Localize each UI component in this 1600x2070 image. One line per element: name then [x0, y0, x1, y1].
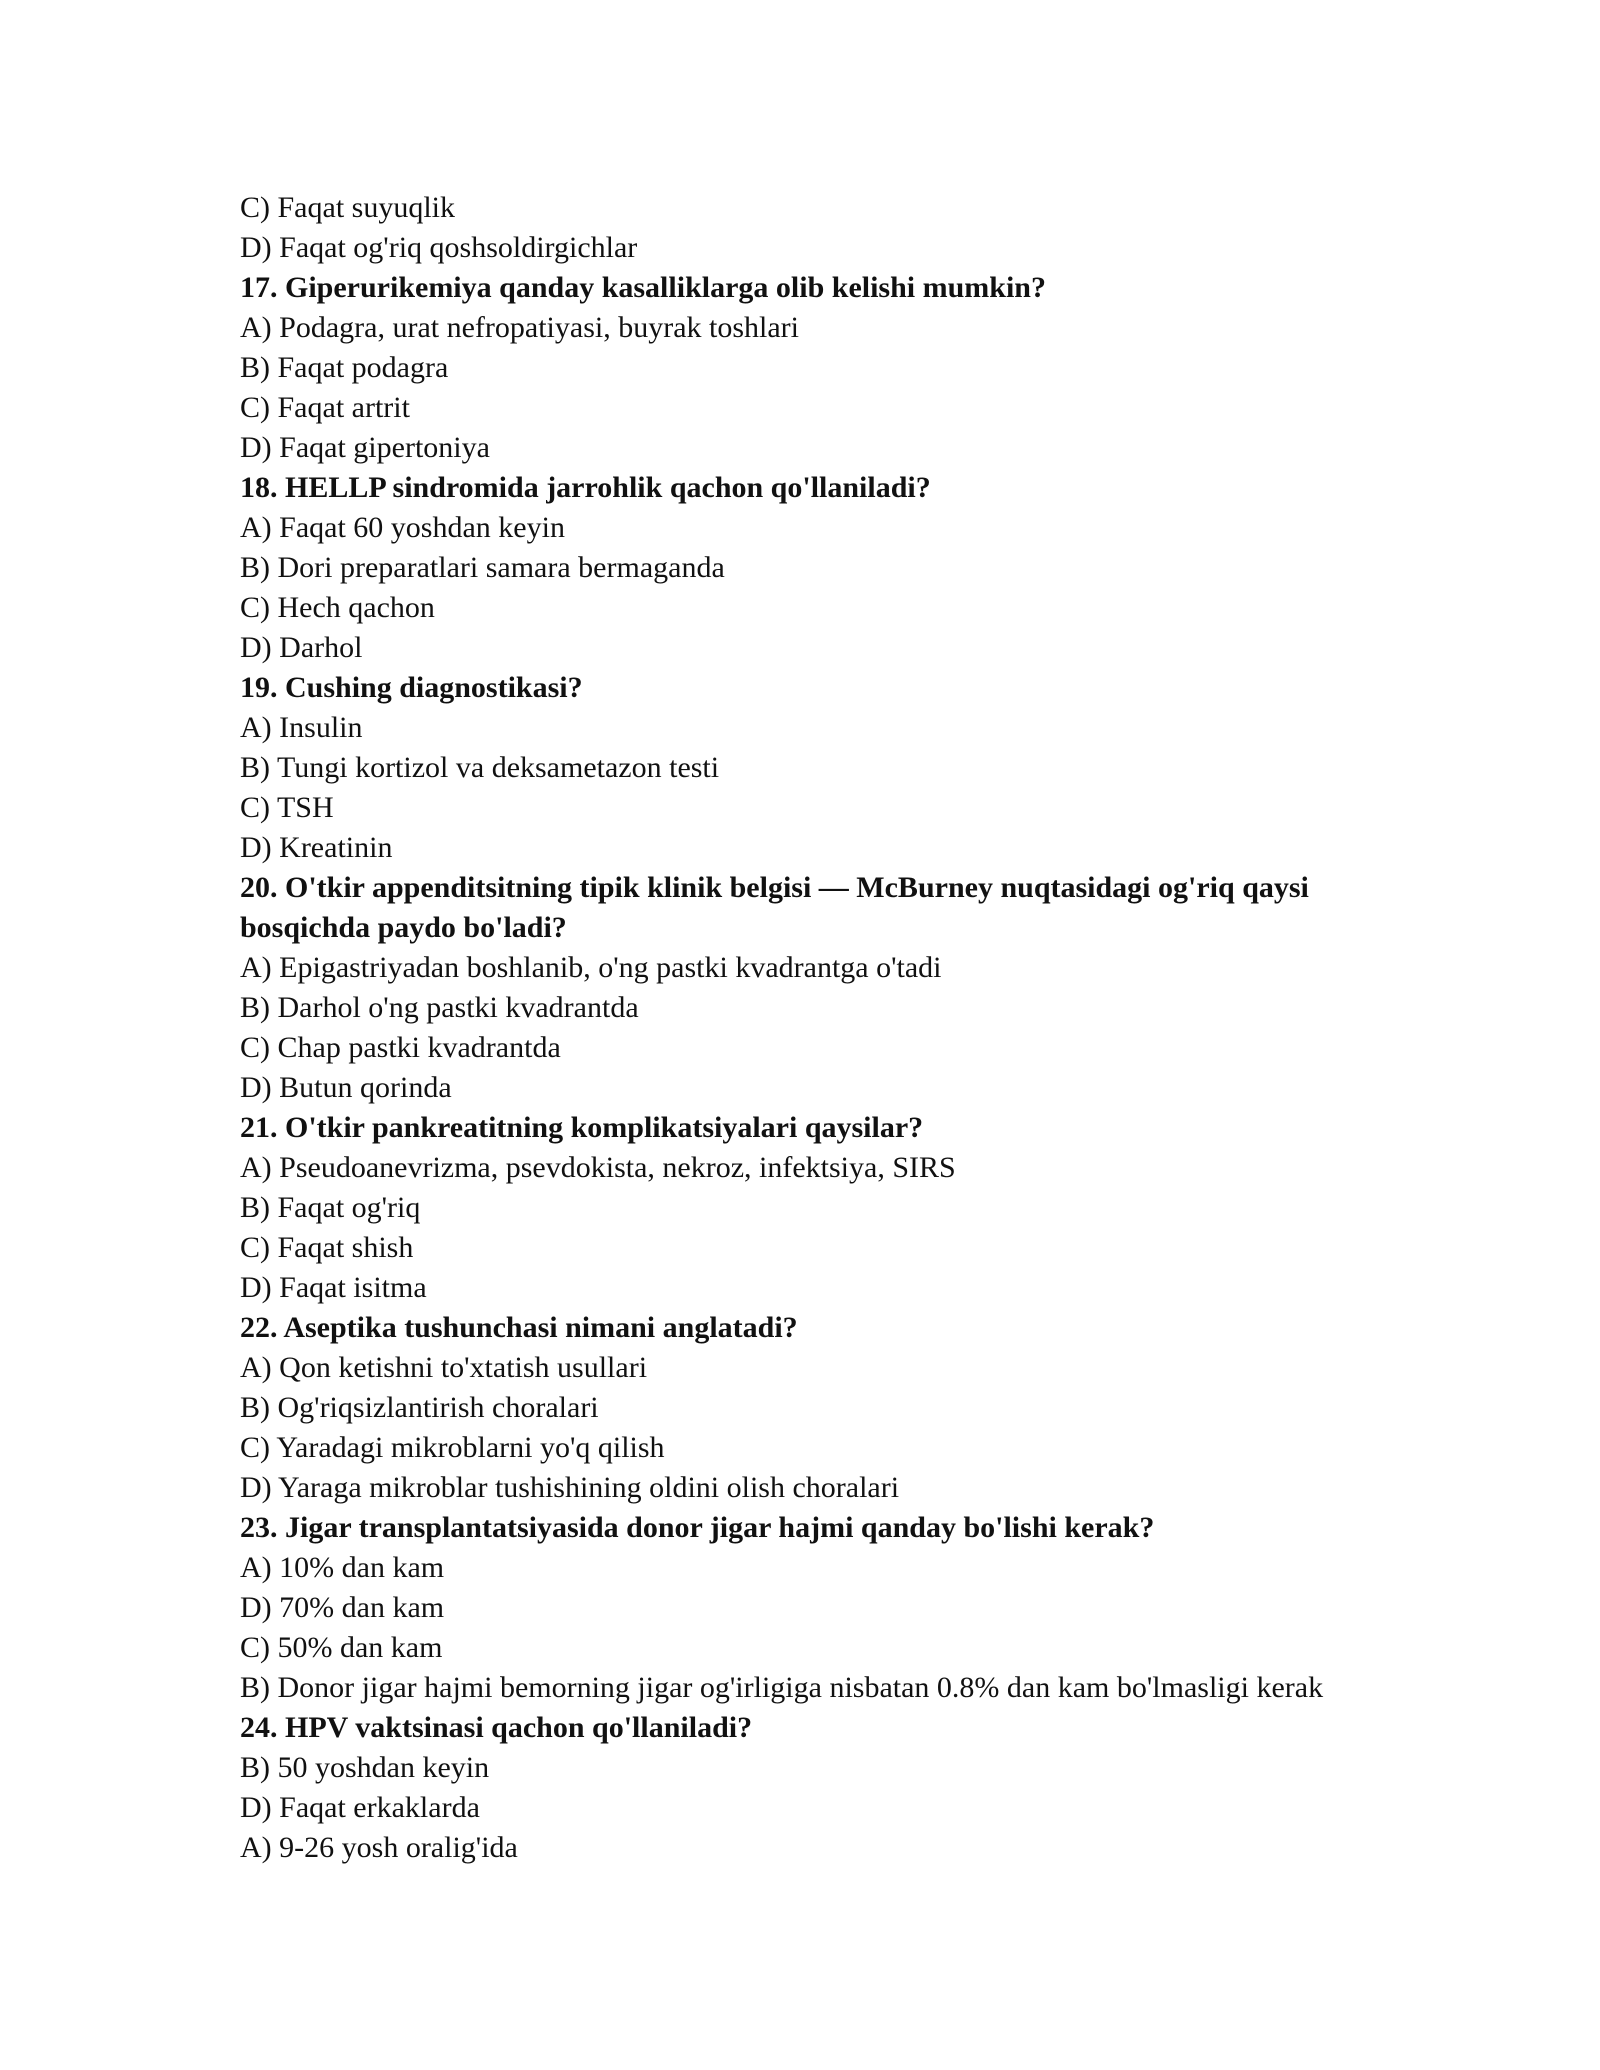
answer-option: D) Faqat og'riq qoshsoldirgichlar — [240, 231, 638, 264]
answer-option: C) Faqat artrit — [240, 391, 410, 424]
question-heading: 18. HELLP sindromida jarrohlik qachon qo'llaniladi? — [240, 471, 931, 504]
answer-option: B) Darhol o'ng pastki kvadrantda — [240, 991, 639, 1024]
answer-option: D) Kreatinin — [240, 831, 393, 864]
answer-option: A) Faqat 60 yoshdan keyin — [240, 511, 565, 544]
question-list — [240, 188, 1390, 1868]
question-heading: 22. Aseptika tushunchasi nimani anglatadi? — [240, 1311, 798, 1344]
answer-option: B) 50 yoshdan keyin — [240, 1751, 490, 1784]
answer-option: D) Butun qorinda — [240, 1071, 452, 1104]
answer-option: B) Tungi kortizol va deksametazon testi — [240, 751, 720, 784]
answer-option: A) Insulin — [240, 711, 363, 744]
answer-option: A) Pseudoanevrizma, psevdokista, nekroz, infektsiya, SIRS — [240, 1151, 956, 1184]
question-heading: 23. Jigar transplantatsiyasida donor jigar hajmi qanday bo'lishi kerak? — [240, 1511, 1155, 1544]
answer-option: B) Faqat og'riq — [240, 1191, 421, 1224]
answer-option: A) Qon ketishni to'xtatish usullari — [240, 1351, 648, 1384]
answer-option: D) Yaraga mikroblar tushishining oldini olish choralari — [240, 1471, 900, 1504]
question-heading: 24. HPV vaktsinasi qachon qo'llaniladi? — [240, 1711, 753, 1744]
answer-option: D) Faqat erkaklarda — [240, 1791, 480, 1824]
answer-option: C) Chap pastki kvadrantda — [240, 1031, 561, 1064]
answer-option: C) Faqat shish — [240, 1231, 414, 1264]
answer-option: C) Hech qachon — [240, 591, 435, 624]
question-heading: 17. Giperurikemiya qanday kasalliklarga olib kelishi mumkin? — [240, 271, 1046, 304]
answer-option: D) Darhol — [240, 631, 363, 664]
answer-option: D) 70% dan kam — [240, 1591, 445, 1624]
answer-option: B) Og'riqsizlantirish choralari — [240, 1391, 599, 1424]
answer-option: D) Faqat isitma — [240, 1271, 427, 1304]
question-heading: 21. O'tkir pankreatitning komplikatsiyalari qaysilar? — [240, 1111, 924, 1144]
answer-option: C) TSH — [240, 791, 334, 824]
answer-option: B) Dori preparatlari samara bermaganda — [240, 551, 725, 584]
answer-option: C) Faqat suyuqlik — [240, 191, 455, 224]
question-heading: 19. Cushing diagnostikasi? — [240, 671, 583, 704]
answer-option: D) Faqat gipertoniya — [240, 431, 490, 464]
answer-option: A) 10% dan kam — [240, 1551, 445, 1584]
answer-option: A) Epigastriyadan boshlanib, o'ng pastki kvadrantga o'tadi — [240, 951, 942, 984]
answer-option: C) 50% dan kam — [240, 1631, 443, 1664]
answer-option: B) Faqat podagra — [240, 351, 449, 384]
answer-option: A) 9-26 yosh oralig'ida — [240, 1831, 518, 1864]
answer-option: A) Podagra, urat nefropatiyasi, buyrak toshlari — [240, 311, 799, 344]
answer-option: C) Yaradagi mikroblarni yo'q qilish — [240, 1431, 665, 1464]
question-heading: 20. O'tkir appenditsitning tipik klinik belgisi — McBurney nuqtasidagi og'riq qaysi bosqichda paydo bo'ladi? — [240, 871, 1317, 944]
answer-option: B) Donor jigar hajmi bemorning jigar og'irligiga nisbatan 0.8% dan kam bo'lmasligi kerak — [240, 1671, 1324, 1704]
